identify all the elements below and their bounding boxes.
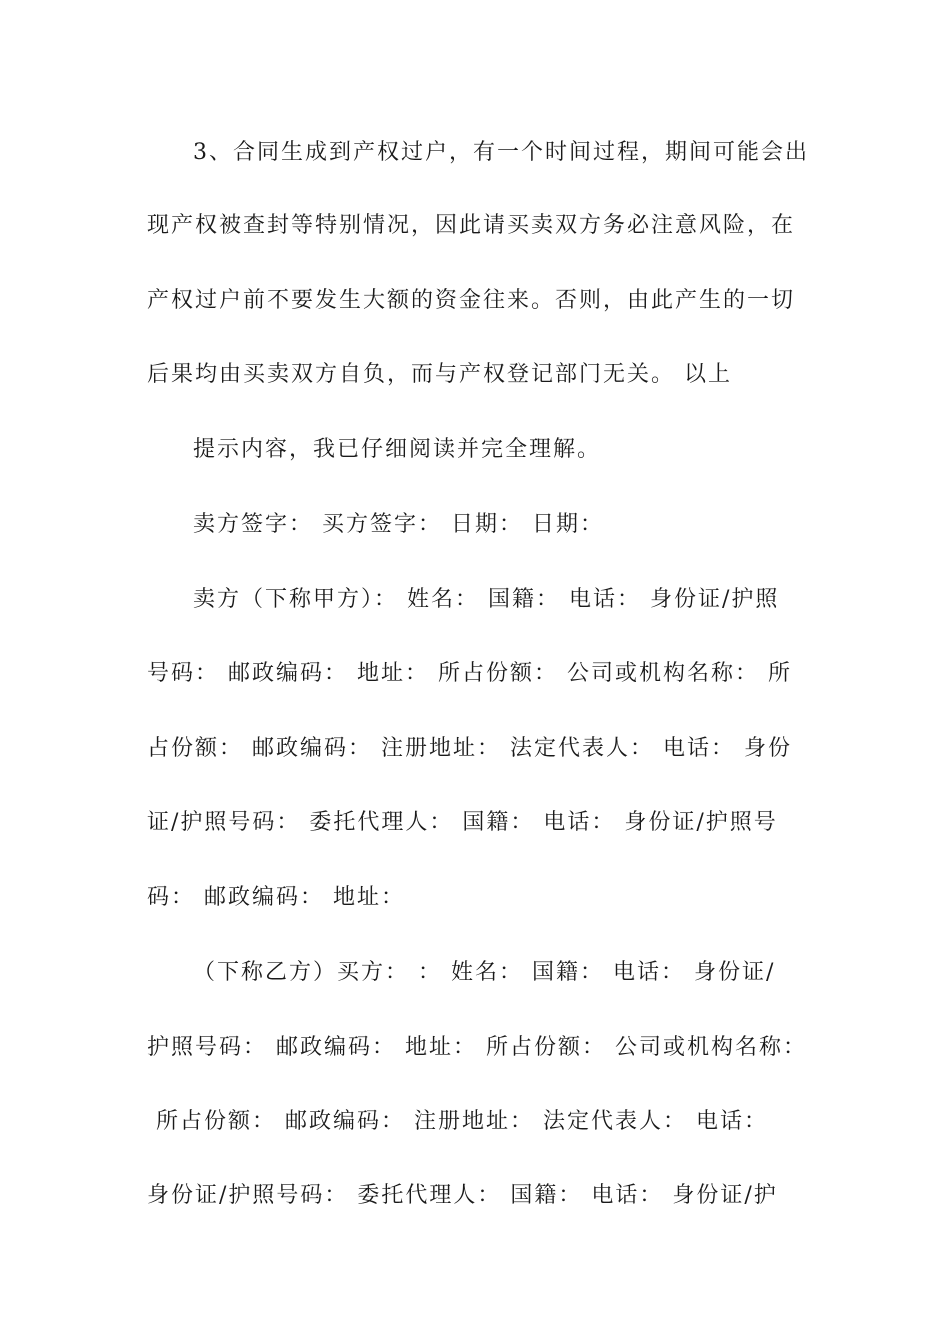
paragraph-line: 3、合同生成到产权过户，有一个时间过程，期间可能会出 [193, 140, 809, 165]
seller-info-line: 占份额： 邮政编码： 注册地址： 法定代表人： 电话： 身份 [147, 736, 792, 761]
seller-info-line: 证/护照号码： 委托代理人： 国籍： 电话： 身份证/护照号 [147, 810, 778, 835]
buyer-info-line: 身份证/护照号码： 委托代理人： 国籍： 电话： 身份证/护 [147, 1183, 778, 1208]
paragraph-line: 产权过户前不要发生大额的资金往来。否则，由此产生的一切 [147, 288, 796, 313]
signature-line: 卖方签字： 买方签字： 日期： 日期： [193, 512, 604, 537]
seller-info-line: 号码： 邮政编码： 地址： 所占份额： 公司或机构名称： 所 [147, 661, 792, 686]
seller-info-line: 码： 邮政编码： 地址： [147, 885, 405, 910]
seller-info-line: 卖方（下称甲方）： 姓名： 国籍： 电话： 身份证/护照 [193, 587, 780, 612]
paragraph-line: 后果均由买卖双方自负，而与产权登记部门无关。 以上 [147, 362, 732, 387]
buyer-info-line: （下称乙方）买方： ： 姓名： 国籍： 电话： 身份证/ [193, 960, 776, 985]
paragraph-line: 提示内容，我已仔细阅读并完全理解。 [193, 437, 602, 462]
buyer-info-line: 护照号码： 邮政编码： 地址： 所占份额： 公司或机构名称： [147, 1035, 807, 1060]
buyer-info-line: 所占份额： 邮政编码： 注册地址： 法定代表人： 电话： [147, 1109, 768, 1134]
paragraph-line: 现产权被查封等特别情况，因此请买卖双方务必注意风险，在 [147, 213, 796, 238]
